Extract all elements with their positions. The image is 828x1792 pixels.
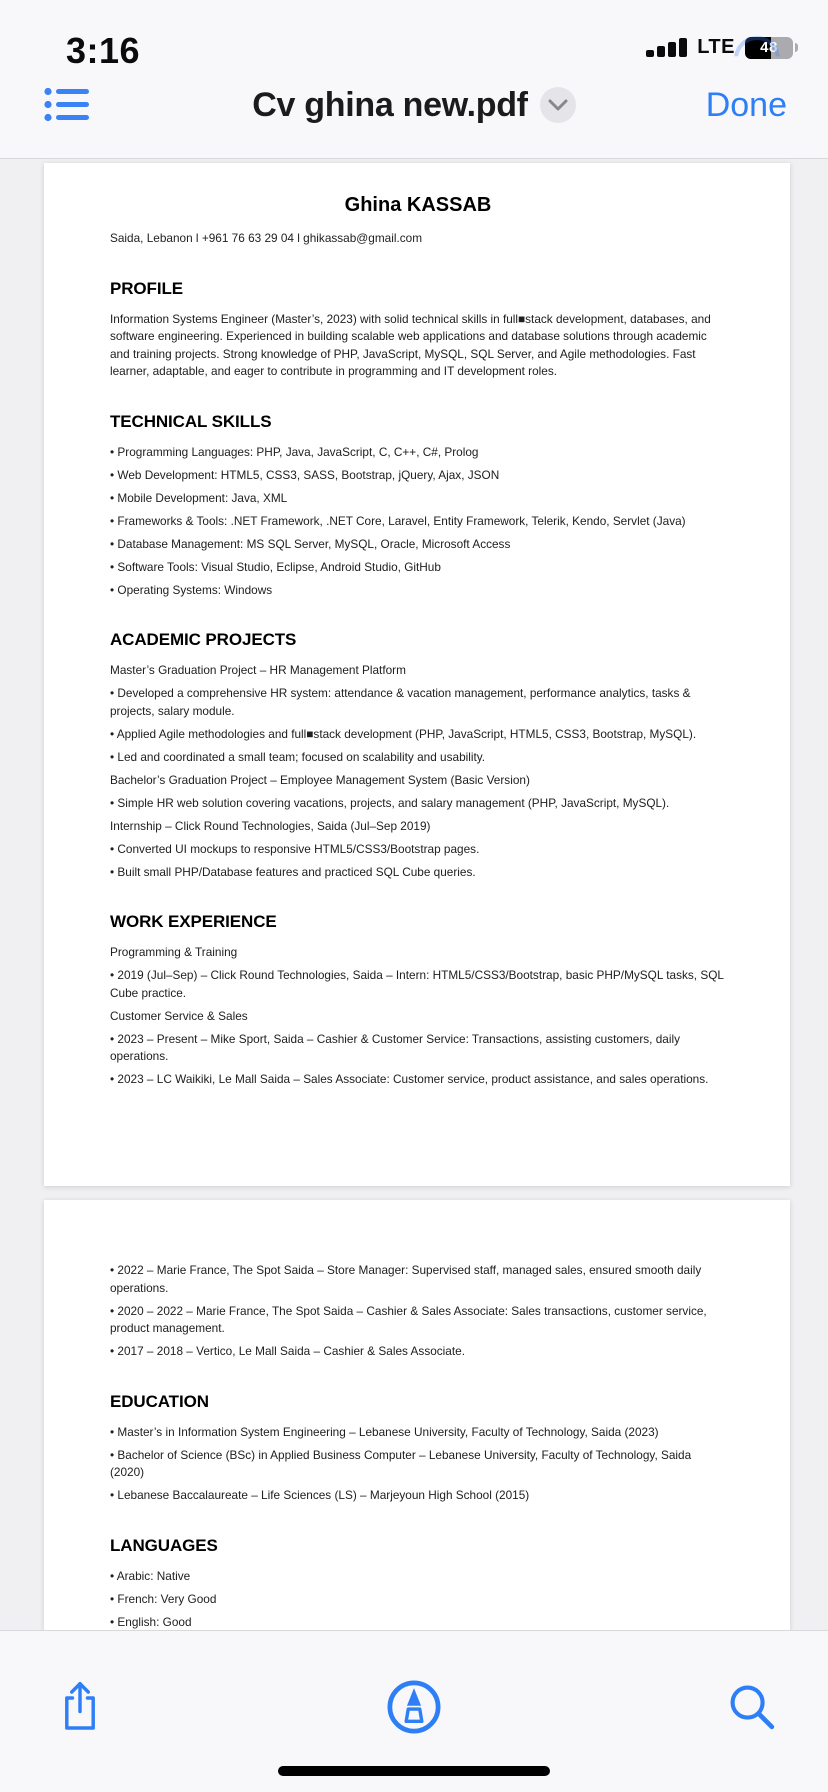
list-item: • French: Very Good [110,1591,217,1606]
network-type-label: LTE [697,36,735,58]
list-item: • 2017 – 2018 – Vertico, Le Mall Saida – Cashier & Sales Associate. [110,1344,465,1358]
section-heading-education: EDUCATION [110,1391,209,1411]
title-menu-button[interactable] [540,87,576,123]
list-item: • Arabic: Native [110,1568,191,1583]
list-item: Customer Service & Sales [110,1008,248,1023]
pdf-page-1 [44,163,790,1186]
cv-name: Ghina KASSAB [344,194,492,216]
cellular-signal-icon [646,38,687,57]
list-item: • Operating Systems: Windows [110,582,273,597]
list-item: • 2023 – Present – Mike Sport, Saida – Cashier & Customer Service: Transactions, assisting customers, daily operations. [110,1031,680,1063]
list-item: • 2022 – Marie France, The Spot Saida – Store Manager: Supervised staff, managed sales, ensured smooth daily operations. [110,1263,702,1295]
cv-contact-line: Saida, Lebanon l +961 76 63 29 04 l ghikassab@gmail.com [110,231,423,245]
list-item: • English: Good [110,1614,192,1629]
list-item: • Applied Agile methodologies and full■stack development (PHP, JavaScript, HTML5, CSS3, Bootstrap, MySQL). [110,726,697,741]
list-item: • Web Development: HTML5, CSS3, SASS, Bootstrap, jQuery, Ajax, JSON [110,467,500,482]
list-item: • Developed a comprehensive HR system: attendance & vacation management, performance analytics, tasks & projects, salary module. [110,686,691,718]
markup-button[interactable] [384,1677,444,1737]
section-heading-languages: LANGUAGES [110,1535,218,1555]
list-item: • 2023 – LC Waikiki, Le Mall Saida – Sales Associate: Customer service, product assistance, and sales operations. [110,1072,709,1086]
list-item: • Built small PHP/Database features and practiced SQL Cube queries. [110,864,476,879]
share-button[interactable] [50,1677,110,1737]
list-item: • Programming Languages: PHP, Java, JavaScript, C, C++, C#, Prolog [110,444,479,459]
list-item: • Software Tools: Visual Studio, Eclipse, Android Studio, GitHub [110,559,441,574]
section-heading-academic-projects: ACADEMIC PROJECTS [110,630,297,649]
section-heading-profile: PROFILE [110,278,183,298]
list-item: Internship – Click Round Technologies, Saida (Jul–Sep 2019) [110,818,431,833]
list-item: • Database Management: MS SQL Server, MySQL, Oracle, Microsoft Access [110,536,511,551]
list-item: • 2020 – 2022 – Marie France, The Spot Saida – Cashier & Sales Associate: Sales transactions, customer service, product management. [110,1303,707,1335]
list-item: • Mobile Development: Java, XML [110,490,288,505]
done-button[interactable]: Done [705,86,787,124]
list-item: • Led and coordinated a small team; focused on scalability and usability. [110,749,486,764]
list-item: • 2019 (Jul–Sep) – Click Round Technologies, Saida – Intern: HTML5/CSS3/Bootstrap, basic PHP/MySQL tasks, SQL Cube practice. [110,968,724,1000]
bottom-toolbar [0,1630,828,1792]
list-item: Master’s Graduation Project – HR Management Platform [110,663,406,677]
profile-paragraph: Information Systems Engineer (Master’s, 2023) with solid technical skills in full■stack development, databases, and software engineering. Experienced in building scalable web applications and database solutions through academic and training projects. Strong knowledge of PHP, JavaScript, MySQL, SQL Server, and Agile methodologies. Fast learner, adaptable, and eager to contribute in programming and IT development roles. [110,311,711,378]
status-time: 3:16 [66,30,141,71]
status-bar [0,0,828,71]
pdf-page-2 [44,1200,790,1636]
list-item: • Converted UI mockups to responsive HTML5/CSS3/Bootstrap pages. [110,841,480,856]
search-button[interactable] [722,1677,782,1737]
battery-nub [795,43,798,52]
list-item: • Master’s in Information System Engineering – Lebanese University, Faculty of Technology, Saida (2023) [110,1424,659,1439]
list-item: • Lebanese Baccalaureate – Life Sciences (LS) – Marjeyoun High School (2015) [110,1488,530,1502]
list-item: Bachelor’s Graduation Project – Employee Management System (Basic Version) [110,772,530,787]
share-icon [59,1680,101,1734]
section-heading-technical-skills: TECHNICAL SKILLS [110,411,272,431]
list-item: Programming & Training [110,945,238,959]
top-chrome [0,0,828,159]
list-item: • Frameworks & Tools: .NET Framework, .NET Core, Laravel, Entity Framework, Telerik, Kendo, Servlet (Java) [110,513,686,528]
chevron-down-icon [547,98,569,112]
nav-bar [0,62,828,158]
battery-percent: 48 [760,39,778,56]
markup-pen-icon [384,1676,444,1738]
list-item: • Simple HR web solution covering vacations, projects, and salary management (PHP, JavaScript, MySQL). [110,795,670,810]
search-icon [727,1682,777,1732]
pdf-scroll-area[interactable] [0,160,828,1630]
list-item: • Bachelor of Science (BSc) in Applied Business Computer – Lebanese University, Faculty of Technology, Saida (2020) [110,1447,692,1479]
home-indicator[interactable] [278,1766,550,1776]
section-heading-work-experience: WORK EXPERIENCE [110,912,277,931]
document-title: Cv ghina new.pdf [252,85,528,124]
